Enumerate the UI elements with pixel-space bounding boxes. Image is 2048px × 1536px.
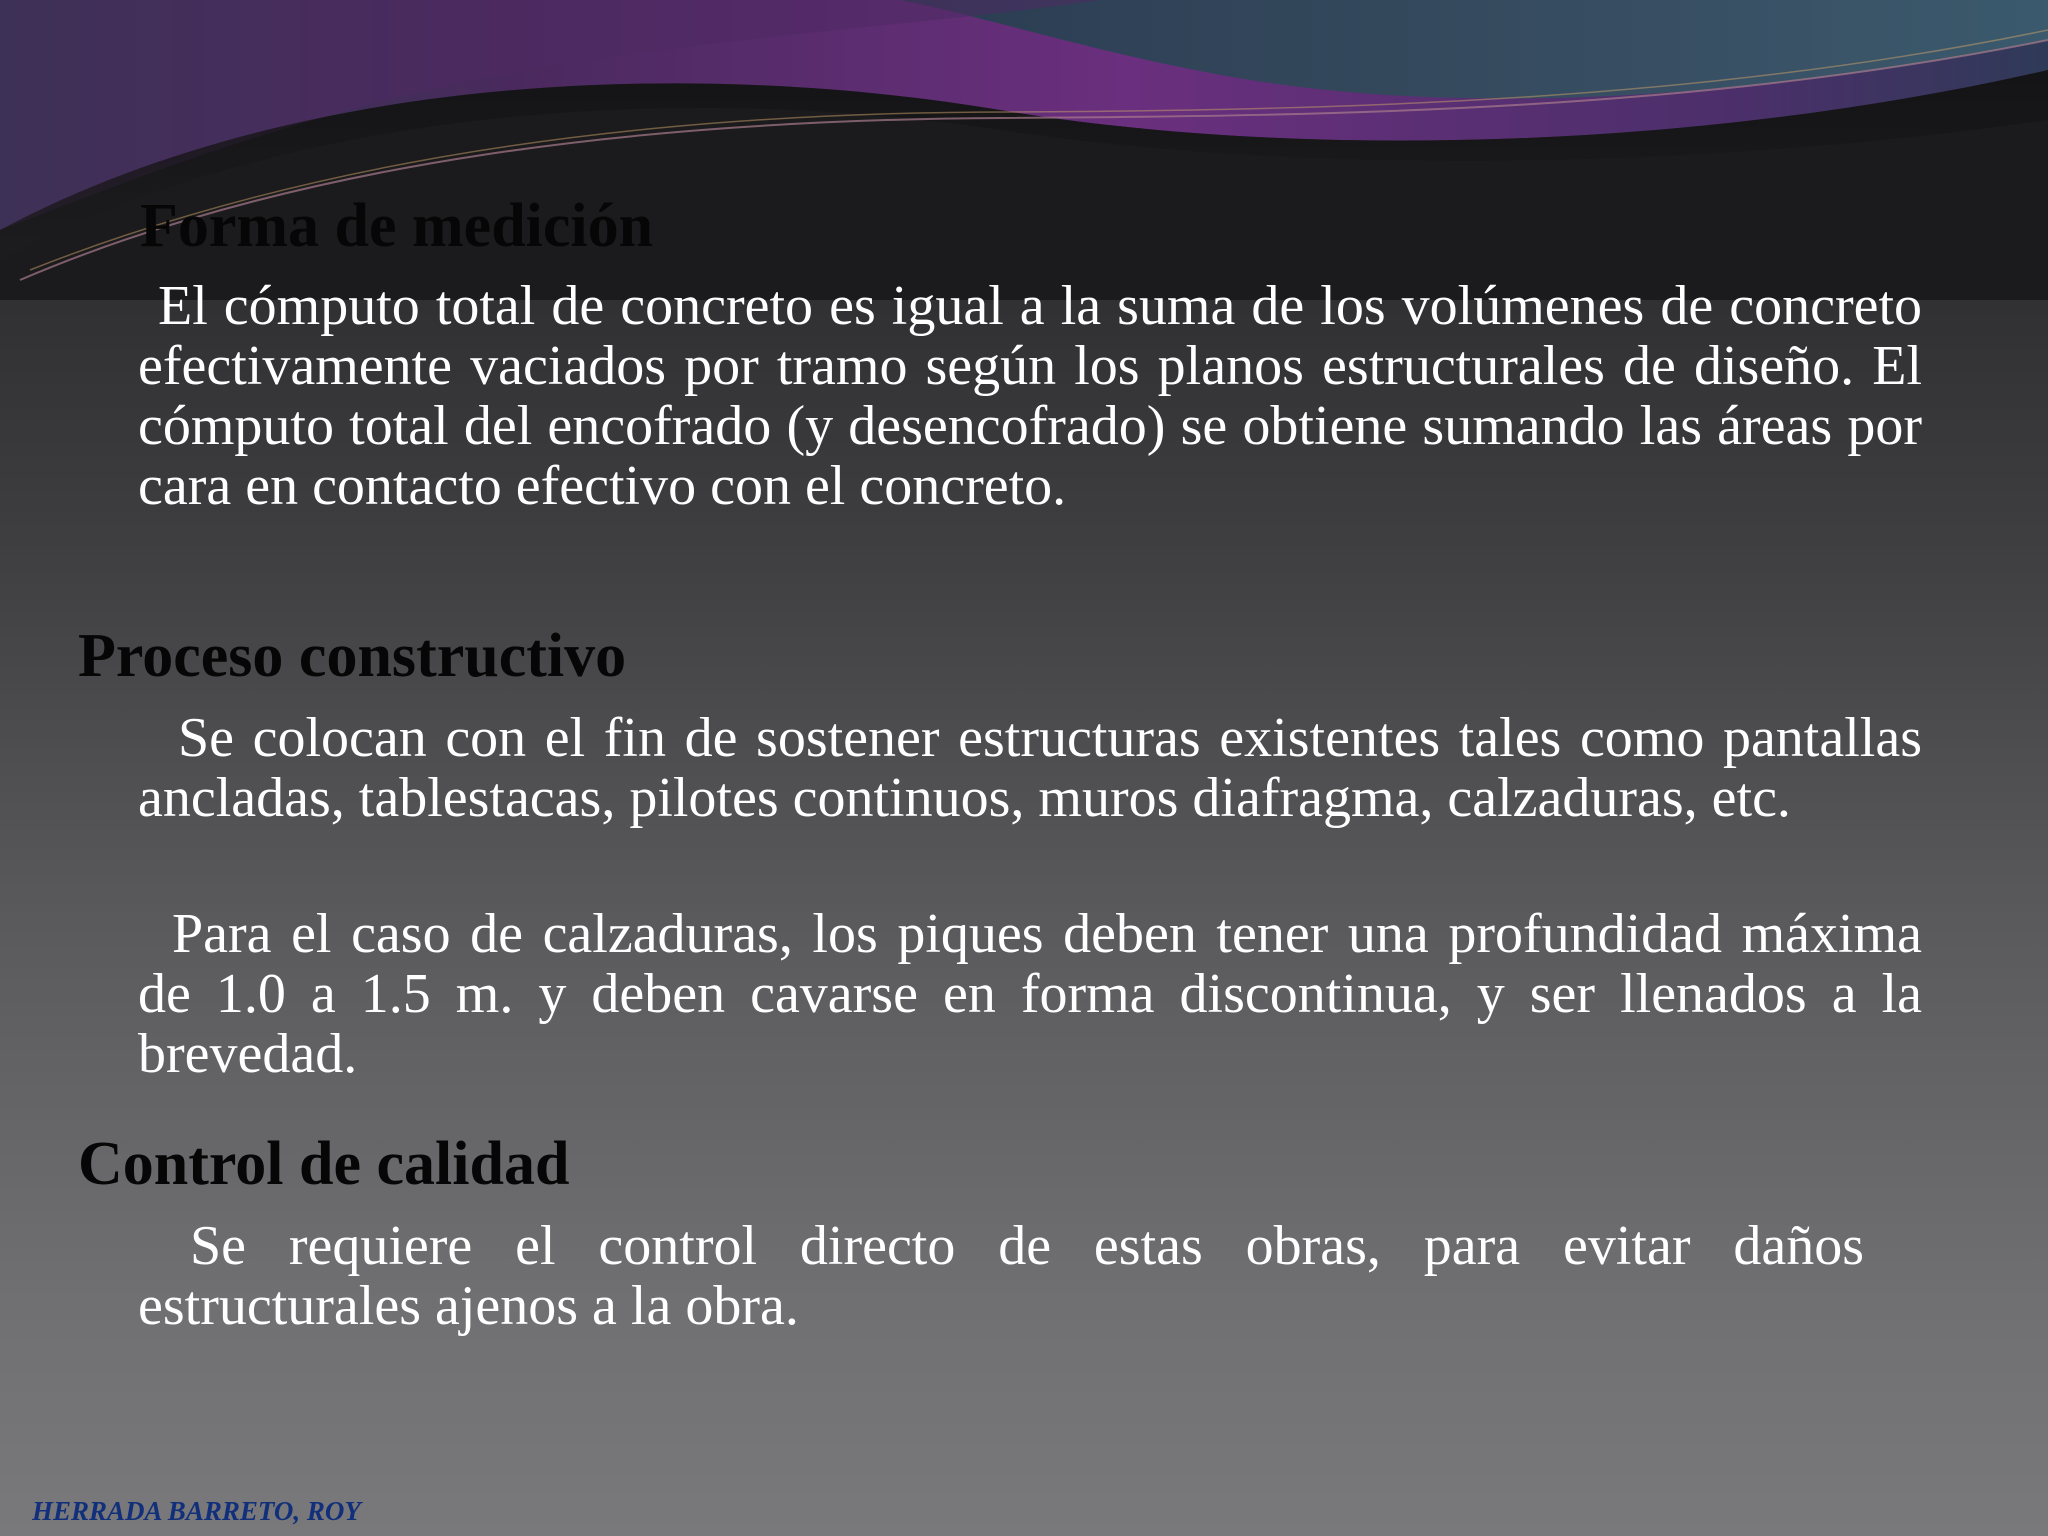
paragraph-text: Se colocan con el fin de sostener estructuras existentes tales como pantallas ancladas, tablestacas, pilotes continuos, muros diafragma, calzaduras, etc. (138, 707, 1922, 829)
paragraph-text: Se requiere el control directo de estas obras, para evitar daños estructurales ajenos a la obra. (138, 1215, 1864, 1337)
author-footer: HERRADA BARRETO, ROY (32, 1496, 361, 1526)
section-paragraph (138, 276, 1922, 516)
section-paragraph (138, 904, 1922, 1084)
section-heading: Forma de medición (140, 192, 654, 260)
section-heading: Proceso constructivo (78, 622, 627, 690)
section-paragraph (138, 708, 1922, 828)
paragraph-text: El cómputo total de concreto es igual a la suma de los volúmenes de concreto efectivamente vaciados por tramo según los planos estructurales de diseño. El cómputo total del encofrado (y desencofrado) se obtiene sumando las áreas por cara en contacto efectivo con el concreto. (138, 275, 1922, 517)
paragraph-text: Para el caso de calzaduras, los piques deben tener una profundidad máxima de 1.0 a 1.5 m. y deben cavarse en forma discontinua, y ser llenados a la brevedad. (138, 903, 1922, 1085)
section-heading: Control de calidad (78, 1130, 570, 1198)
section-paragraph (138, 1216, 1864, 1336)
